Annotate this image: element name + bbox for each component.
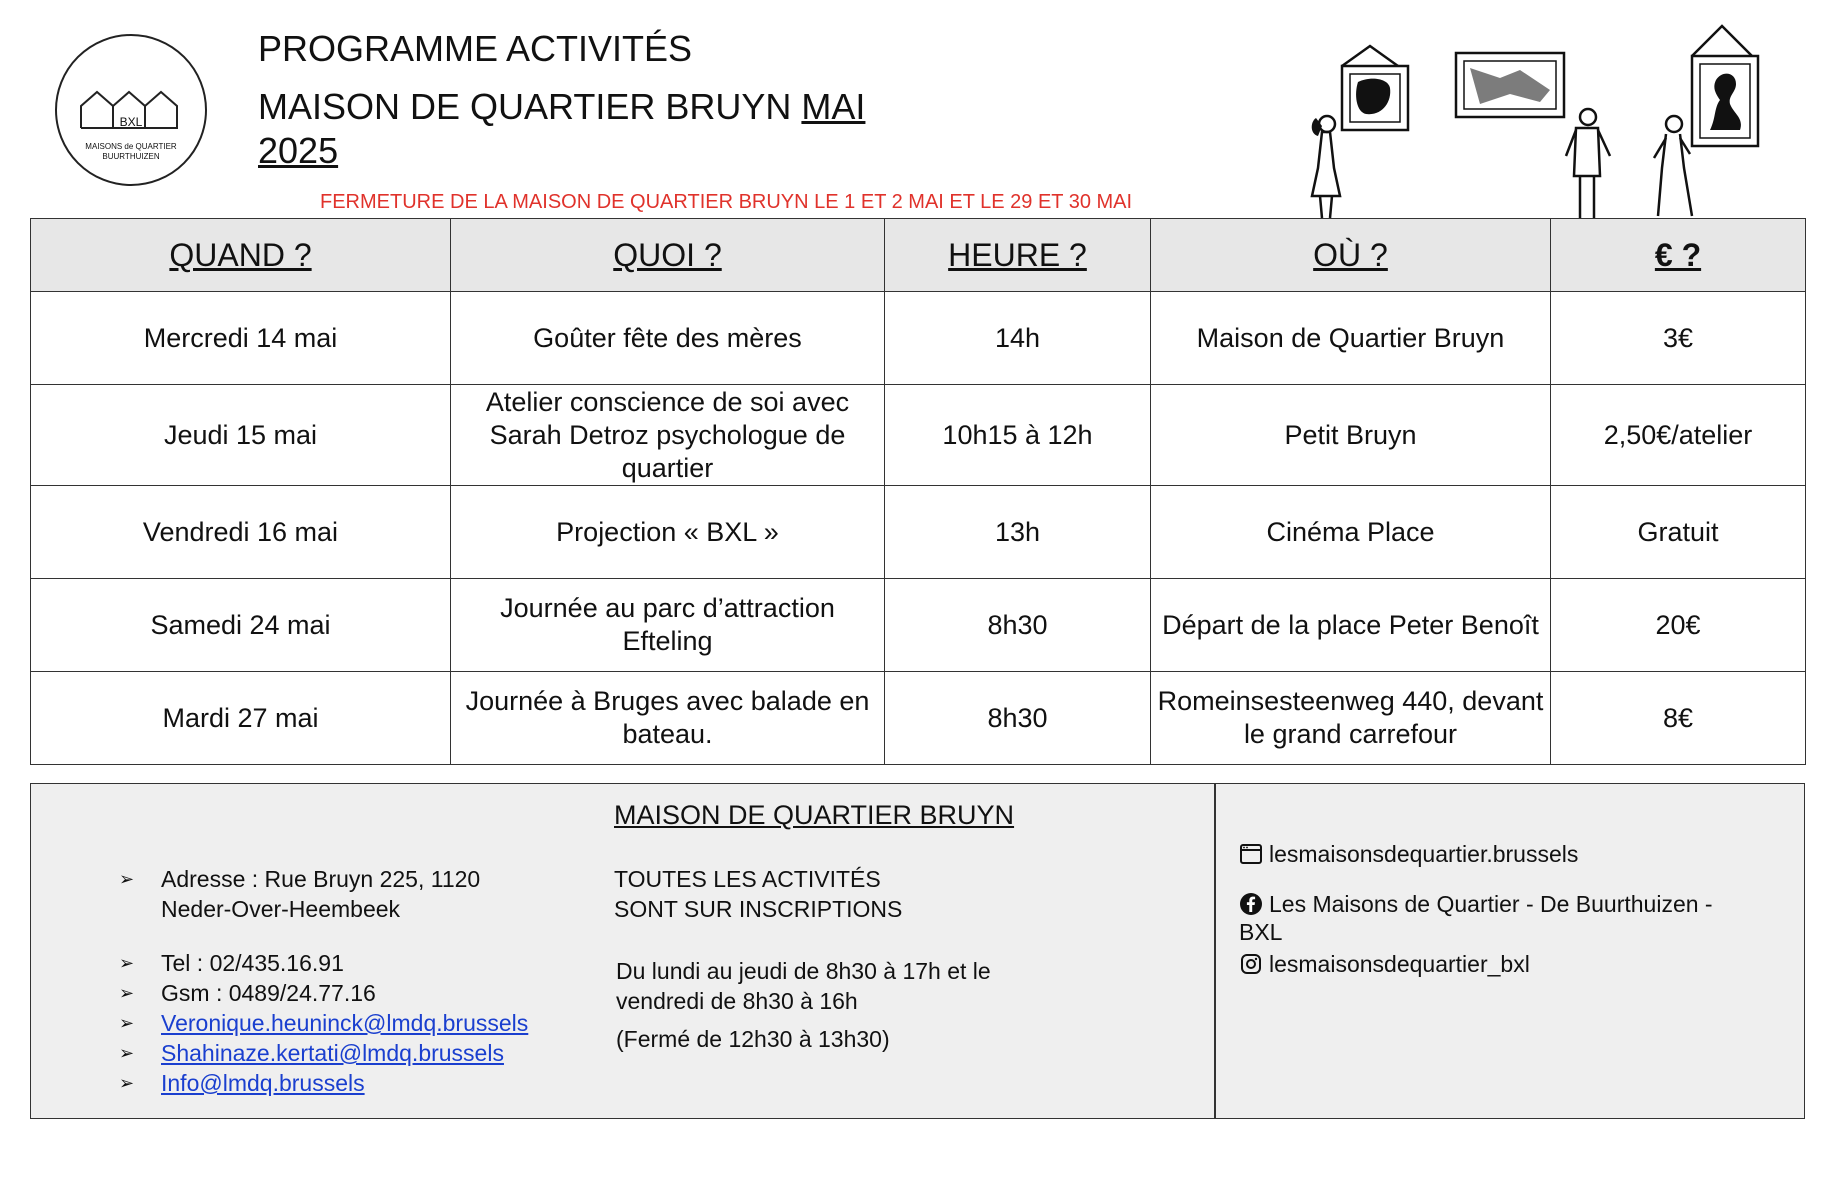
address-line1: Adresse : Rue Bruyn 225, 1120 [161,866,481,892]
gsm-text: Gsm : 0489/24.77.16 [161,980,376,1006]
instagram-item [1239,950,1530,978]
cell-when: Vendredi 16 mai [31,486,451,579]
facebook-link-line2[interactable]: BXL [1239,919,1283,945]
email-item [119,1038,528,1068]
table-header-row [31,219,1806,292]
cell-where: Romeinsesteenweg 440, devant le grand carrefour [1151,672,1551,765]
logo [55,34,207,186]
email-link-info[interactable]: Info@lmdq.brussels [161,1070,365,1096]
instagram-icon [1239,952,1263,976]
column-divider [1214,784,1216,1118]
cell-where: Petit Bruyn [1151,385,1551,486]
cell-where: Maison de Quartier Bruyn [1151,292,1551,385]
arrow-bullet-icon: ➢ [119,1013,135,1033]
facebook-link-line1[interactable]: Les Maisons de Quartier - De Buurthuizen - [1269,891,1713,917]
house-title-prefix: MAISON DE QUARTIER BRUYN [258,86,802,127]
browser-window-icon [1239,842,1263,866]
address-line2: Neder-Over-Heembeek [161,896,401,922]
email-item [119,1008,528,1038]
cell-time: 8h30 [885,672,1151,765]
header-when: QUAND ? [31,219,451,292]
opening-hours: Du lundi au jeudi de 8h30 à 17h et le vendredi de 8h30 à 16h [616,958,991,1014]
address-item [119,864,528,924]
website-link[interactable]: lesmaisonsdequartier.brussels [1269,841,1579,867]
cell-when: Jeudi 15 mai [31,385,451,486]
year-title [258,130,338,172]
cell-when: Mercredi 14 mai [31,292,451,385]
table-row [31,579,1806,672]
cell-what: Goûter fête des mères [451,292,885,385]
arrow-bullet-icon: ➢ [119,953,135,973]
header-time: HEURE ? [885,219,1151,292]
header-what: QUOI ? [451,219,885,292]
instagram-link[interactable]: lesmaisonsdequartier_bxl [1269,951,1530,977]
logo-mark: BXL [119,115,143,129]
cell-when: Samedi 24 mai [31,579,451,672]
arrow-bullet-icon: ➢ [119,1043,135,1063]
registration-note: TOUTES LES ACTIVITÉS SONT SUR INSCRIPTIONS [614,866,903,922]
cell-time: 14h [885,292,1151,385]
logo-text-line1: MAISONS de QUARTIER [85,142,177,151]
cell-price: 8€ [1551,672,1806,765]
house-title [258,86,865,128]
arrow-bullet-icon: ➢ [119,1073,135,1093]
year-text: 2025 [258,130,339,171]
gallery-illustration [1270,18,1790,218]
house-title-month: MAI [801,86,866,127]
cell-time: 8h30 [885,579,1151,672]
gsm-item [119,978,528,1008]
logo-text-line2: BUURTHUIZEN [102,152,160,161]
cell-what: Projection « BXL » [451,486,885,579]
facebook-item [1239,890,1713,946]
lunch-closure: (Fermé de 12h30 à 13h30) [616,1026,890,1052]
program-table [30,218,1806,765]
cell-price: 20€ [1551,579,1806,672]
cell-price: Gratuit [1551,486,1806,579]
table-row [31,292,1806,385]
tel-item [119,948,528,978]
table-row [31,486,1806,579]
email-item [119,1068,528,1098]
cell-what: Atelier conscience de soi avec Sarah Detroz psychologue de quartier [451,385,885,486]
closure-notice: FERMETURE DE LA MAISON DE QUARTIER BRUYN LE 1 ET 2 MAI ET LE 29 ET 30 MAI [320,191,1133,213]
cell-what: Journée au parc d’attraction Efteling [451,579,885,672]
header-price: € ? [1551,219,1806,292]
cell-time: 10h15 à 12h [885,385,1151,486]
table-row [31,385,1806,486]
cell-price: 3€ [1551,292,1806,385]
house-name: MAISON DE QUARTIER BRUYN [614,800,1015,830]
houses-logo-icon [57,36,209,188]
arrow-bullet-icon: ➢ [119,983,135,1003]
program-title: PROGRAMME ACTIVITÉS [258,28,693,69]
facebook-icon [1239,892,1263,916]
cell-when: Mardi 27 mai [31,672,451,765]
cell-where: Départ de la place Peter Benoît [1151,579,1551,672]
cell-where: Cinéma Place [1151,486,1551,579]
arrow-bullet-icon: ➢ [119,869,135,889]
info-box [30,783,1805,1119]
cell-price: 2,50€/atelier [1551,385,1806,486]
website-item [1239,840,1578,868]
tel-text: Tel : 02/435.16.91 [161,950,344,976]
cell-time: 13h [885,486,1151,579]
email-link-shahinaze[interactable]: Shahinaze.kertati@lmdq.brussels [161,1040,504,1066]
cell-what: Journée à Bruges avec balade en bateau. [451,672,885,765]
table-row [31,672,1806,765]
header-where: OÙ ? [1151,219,1551,292]
contact-list [119,864,528,1098]
email-link-veronique[interactable]: Veronique.heuninck@lmdq.brussels [161,1010,529,1036]
